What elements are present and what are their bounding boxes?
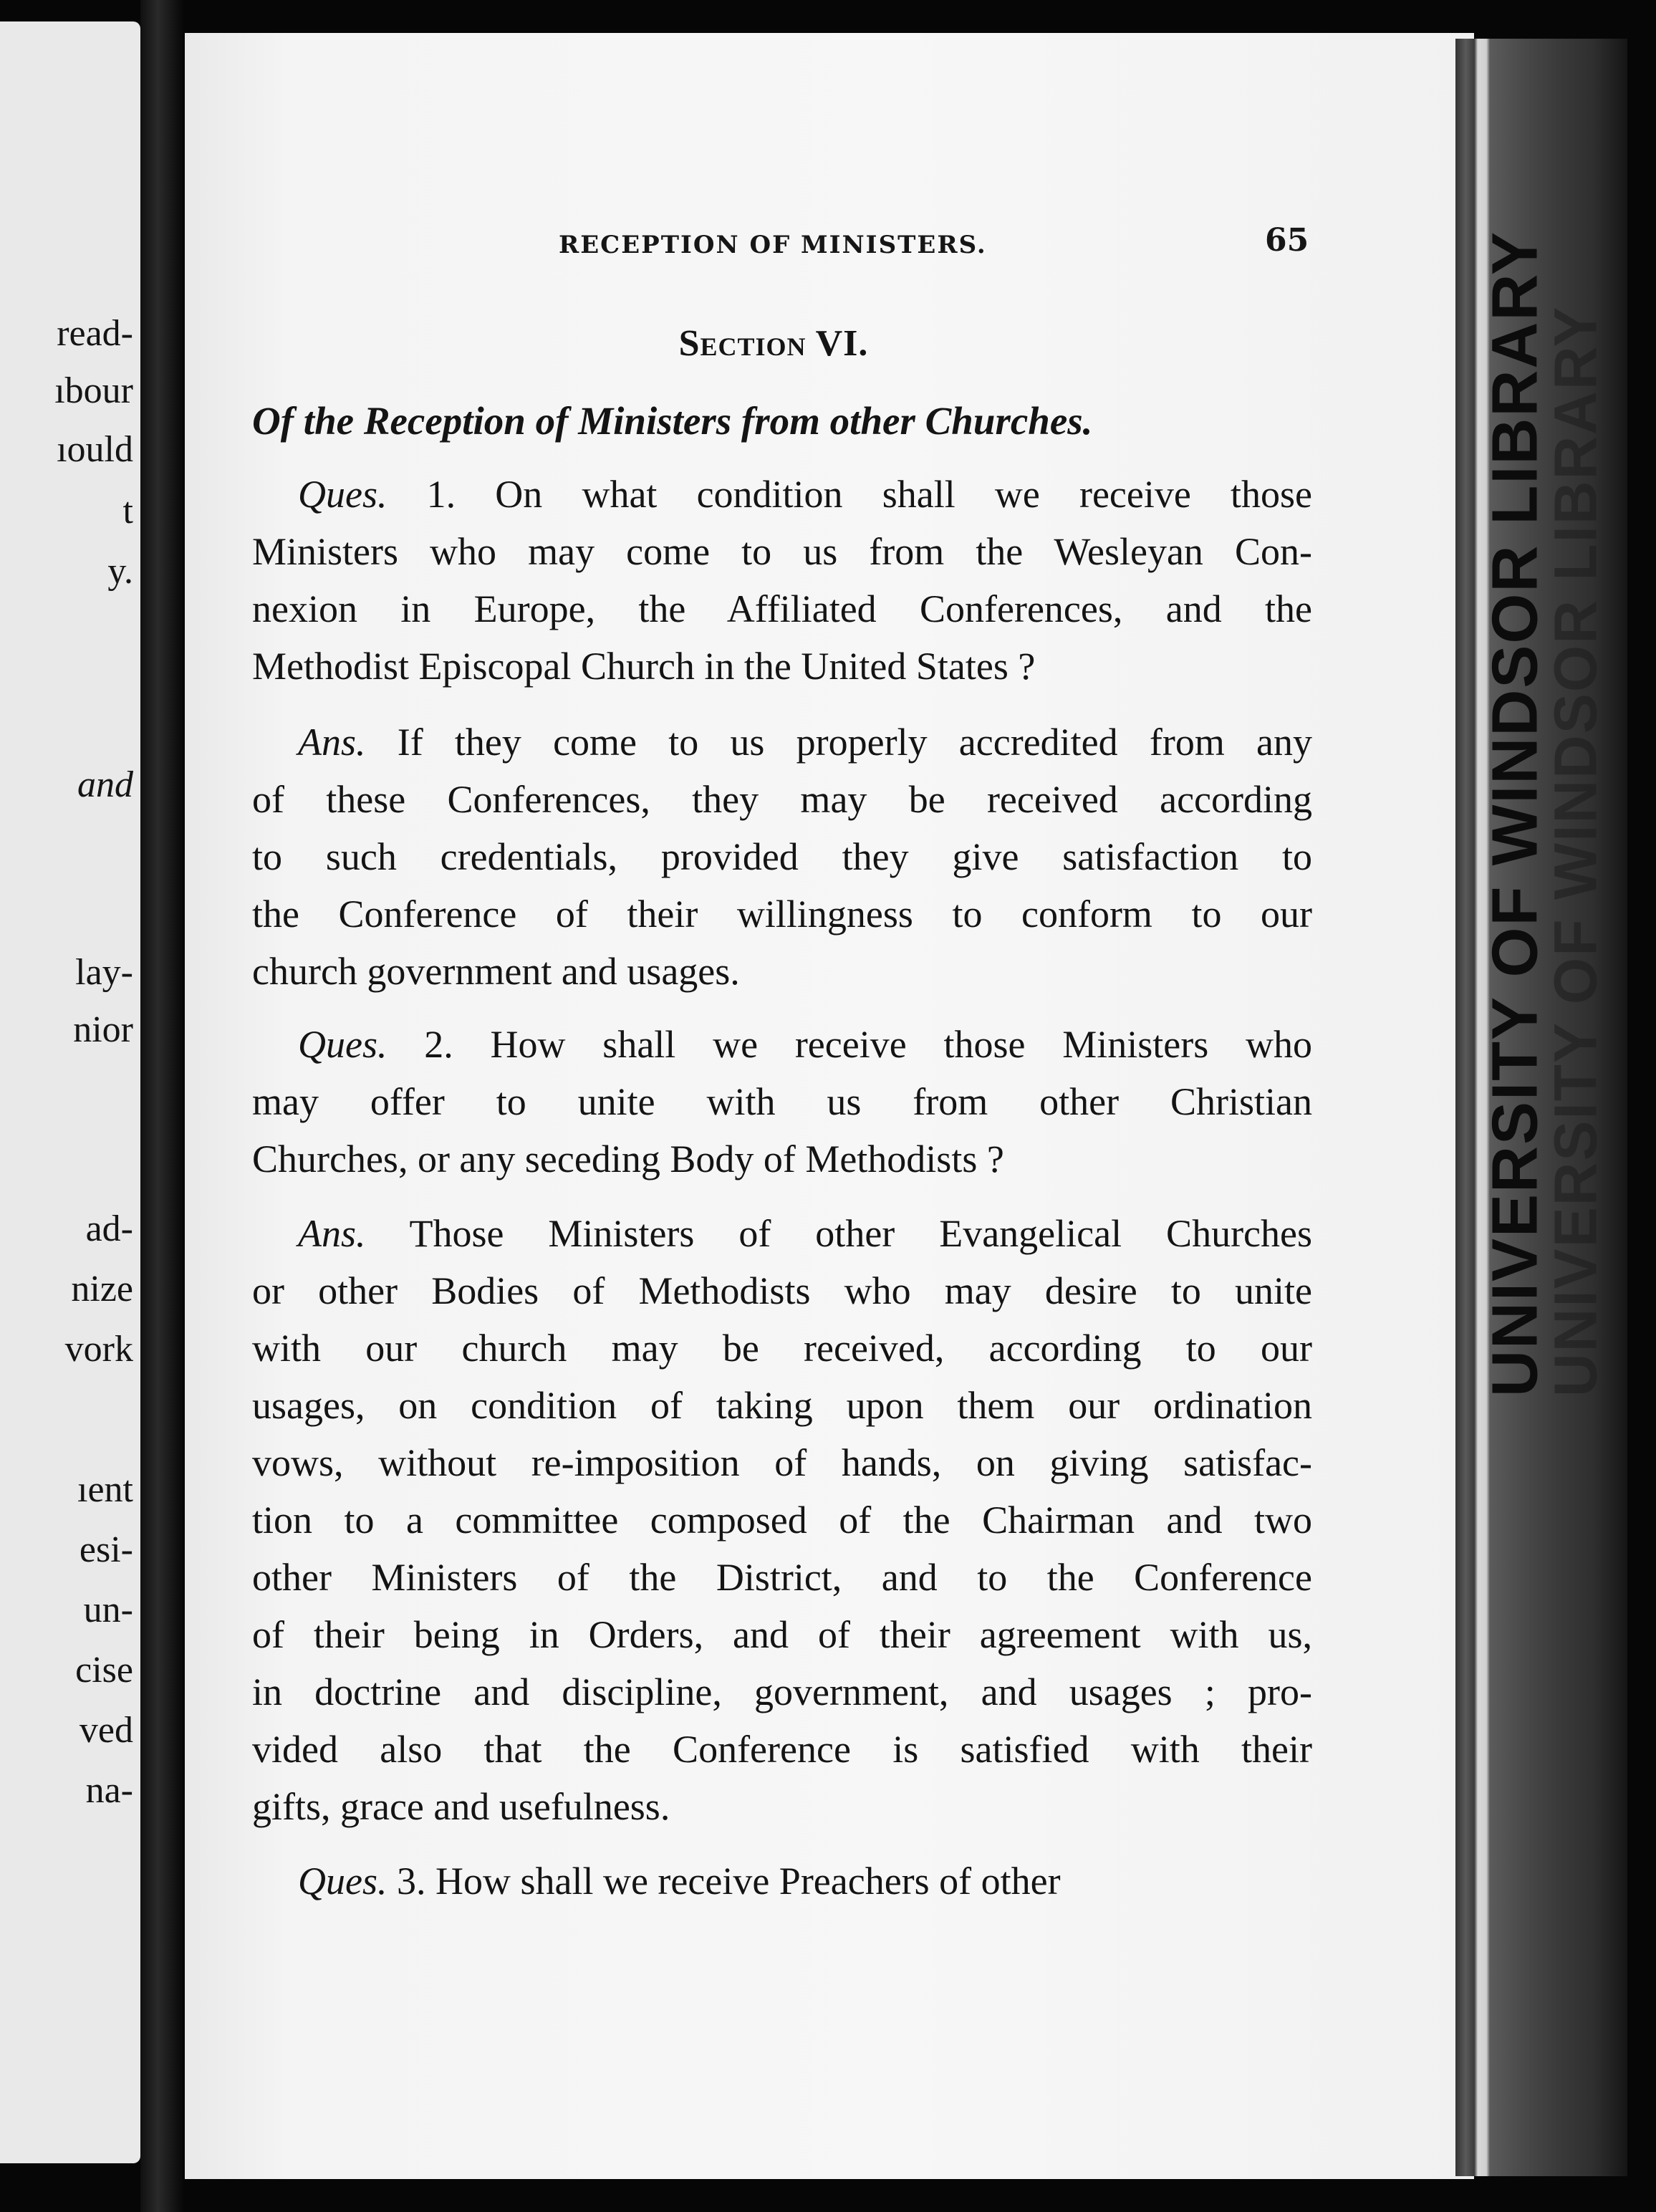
text-line: Methodist Episcopal Church in the United States ? — [252, 645, 1036, 688]
paragraph-text: 1. On what condition shall we receive those — [387, 473, 1312, 516]
text-line — [252, 1205, 1312, 1262]
text-line — [252, 713, 1312, 771]
paragraph-text: 3. How shall we receive Preachers of other — [387, 1860, 1061, 1903]
text-line: vided also that the Conference is satisfied with their — [252, 1728, 1312, 1771]
paragraph-lead: Ques. — [298, 473, 387, 516]
facing-page-fragment: nior — [73, 1009, 133, 1050]
text-line: Churches, or any seceding Body of Methodists ? — [252, 1138, 1004, 1180]
text-line: other Ministers of the District, and to the Conference — [252, 1556, 1312, 1599]
text-line — [252, 466, 1312, 523]
paragraph-ans-1 — [252, 713, 1312, 1000]
facing-page-fragment: vork — [64, 1329, 133, 1370]
text-line: of their being in Orders, and of their agreement with us, — [252, 1613, 1312, 1656]
text-line: in doctrine and discipline, government, and usages ; pro- — [252, 1670, 1312, 1713]
facing-page-fragment: na- — [85, 1770, 133, 1811]
facing-page-fragment: read- — [57, 313, 133, 354]
facing-page-fragment: nize — [71, 1269, 133, 1309]
paragraph-ques-3 — [252, 1852, 1312, 1910]
facing-page-fragment: lay- — [75, 952, 133, 993]
text-line: the Conference of their willingness to conform to our — [252, 893, 1312, 936]
facing-page-fragment: esi- — [79, 1529, 133, 1570]
text-line: of these Conferences, they may be received according — [252, 778, 1312, 821]
paragraph-text: Those Ministers of other Evangelical Churches — [365, 1212, 1312, 1255]
library-stamp-shadow: UNIVERSITY OF WINDSOR LIBRARY — [1541, 305, 1609, 1397]
section-title: Section VI. — [678, 323, 869, 364]
paragraph-ques-1 — [252, 466, 1312, 695]
text-line: nexion in Europe, the Affiliated Conferences, and the — [252, 587, 1312, 630]
paragraph-text: 2. How shall we receive those Ministers who — [387, 1023, 1312, 1066]
facing-page-fragment: ad- — [85, 1208, 133, 1249]
paragraph-lead: Ques. — [298, 1023, 387, 1066]
paragraph-text: If they come to us properly accredited from any — [365, 721, 1312, 764]
paragraph-lead: Ans. — [298, 721, 366, 764]
text-line — [252, 1852, 1312, 1910]
facing-page-fragment: cise — [75, 1650, 133, 1691]
facing-page-fragment: y. — [107, 551, 133, 592]
text-line: church government and usages. — [252, 950, 740, 993]
facing-page-fragment: ıent — [77, 1469, 133, 1510]
running-head: RECEPTION OF MINISTERS. — [559, 231, 987, 259]
facing-page-fragment: ved — [79, 1710, 133, 1751]
facing-page-fragment: un- — [83, 1590, 133, 1630]
text-line: to such credentials, provided they give satisfaction to — [252, 835, 1312, 878]
facing-page-fragment: ıould — [57, 429, 133, 470]
paragraph-lead: Ques. — [298, 1860, 387, 1903]
facing-page-fragment: t — [122, 491, 133, 532]
facing-page-fragment: and — [77, 764, 133, 805]
facing-page-fragment: ıbour — [54, 370, 133, 411]
text-line: gifts, grace and usefulness. — [252, 1785, 670, 1828]
paragraph-ques-2 — [252, 1016, 1312, 1188]
text-line: tion to a committee composed of the Chairman and two — [252, 1499, 1312, 1542]
text-line: may offer to unite with us from other Christian — [252, 1080, 1312, 1123]
text-line: vows, without re-imposition of hands, on giving satisfac- — [252, 1441, 1312, 1484]
text-line: Ministers who may come to us from the Wesleyan Con- — [252, 530, 1312, 573]
text-line: usages, on condition of taking upon them our ordination — [252, 1384, 1312, 1427]
paragraph-ans-2 — [252, 1205, 1312, 1835]
text-line: or other Bodies of Methodists who may desire to unite — [252, 1269, 1312, 1312]
text-line — [252, 1016, 1312, 1073]
section-subtitle: Of the Reception of Ministers from other Churches. — [252, 399, 1093, 443]
page-number: 65 — [1265, 222, 1309, 259]
text-line: with our church may be received, according to our — [252, 1327, 1312, 1370]
library-stamp: UNIVERSITY OF WINDSOR LIBRARY — [1479, 230, 1551, 1397]
paragraph-lead: Ans. — [298, 1212, 366, 1255]
